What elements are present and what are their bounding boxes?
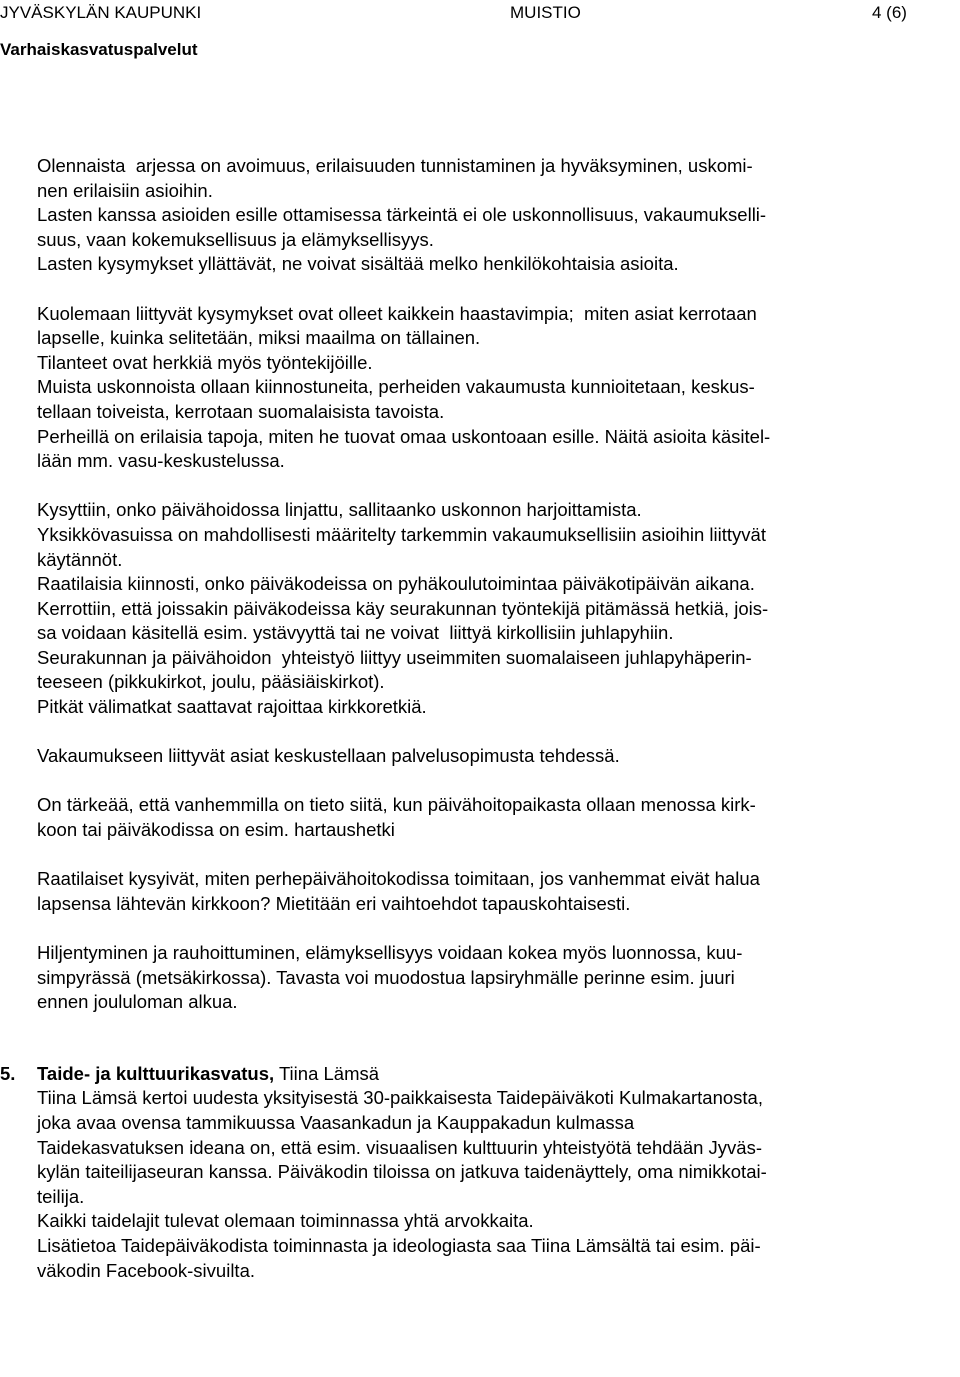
text-line: Kuolemaan liittyvät kysymykset ovat olleet kaikkein haastavimpia; miten asiat kerrotaan xyxy=(37,302,757,324)
paragraph xyxy=(37,793,957,842)
text-line: Olennaista arjessa on avoimuus, erilaisuuden tunnistaminen ja hyväksyminen, uskomi- xyxy=(37,155,753,176)
text-line: ennen joululoman alkua. xyxy=(37,991,238,1013)
text-line: Muista uskonnoista ollaan kiinnostuneita, perheiden vakaumusta kunnioitetaan, keskus- xyxy=(37,376,755,398)
text-line: Raatilaiset kysyivät, miten perhepäivähoitokodissa toimitaan, jos vanhemmat eivät halua xyxy=(37,868,760,890)
text-line: Raatilaisia kiinnosti, onko päiväkodeissa on pyhäkoulutoimintaa päiväkotipäivän aikana. xyxy=(37,573,755,595)
text-line: Tilanteet ovat herkkiä myös työntekijöille. xyxy=(37,351,373,373)
text-line: Taidekasvatuksen ideana on, että esim. visuaalisen kulttuurin yhteistyötä tehdään Jyväs- xyxy=(37,1136,762,1158)
section-taide xyxy=(0,1062,957,1283)
text-line: sa voidaan käsitellä esim. ystävyyttä tai ne voivat liittyä kirkollisiin juhlapyhiin. xyxy=(37,622,674,644)
text-line: teeseen (pikkukirkot, joulu, pääsiäiskirkot). xyxy=(37,671,385,693)
text-line: lapselle, kuinka selitetään, miksi maailma on tällainen. xyxy=(37,327,481,349)
text-line: Kysyttiin, onko päivähoidossa linjattu, sallitaanko uskonnon harjoittamista. xyxy=(37,499,642,521)
paragraph xyxy=(37,154,957,277)
paragraph xyxy=(37,867,957,916)
text-line: Kaikki taidelajit tulevat olemaan toiminnassa yhtä arvokkaita. xyxy=(37,1210,534,1232)
text-line: väkodin Facebook-sivuilta. xyxy=(37,1259,255,1281)
text-line: Yksikkövasuissa on mahdollisesti määritelty tarkemmin vakaumuksellisiin asioihin liittyvät xyxy=(37,523,766,545)
text-line: Perheillä on erilaisia tapoja, miten he tuovat omaa uskontoaan esille. Näitä asioita käsitel- xyxy=(37,425,771,447)
text-line: Pitkät välimatkat saattavat rajoittaa kirkkoretkiä. xyxy=(37,696,427,718)
organization-name: JYVÄSKYLÄN KAUPUNKI xyxy=(0,3,202,22)
text-line: On tärkeää, että vanhemmilla on tieto siitä, kun päivähoitopaikasta ollaan menossa kirk- xyxy=(37,794,756,816)
text-line: suus, vaan kokemuksellisuus ja elämyksellisyys. xyxy=(37,228,434,250)
paragraph xyxy=(37,302,957,474)
text-line: Kerrottiin, että joissakin päiväkodeissa käy seurakunnan työntekijä pitämässä hetkiä, jois- xyxy=(37,597,769,619)
page-number: 4 (6) xyxy=(872,3,907,22)
section-number: 5. xyxy=(0,1062,16,1084)
text-line: Vakaumukseen liittyvät asiat keskustellaan palvelusopimusta tehdessä. xyxy=(37,745,620,767)
text-line: Lasten kysymykset yllättävät, ne voivat sisältää melko henkilökohtaisia asioita. xyxy=(37,253,679,275)
text-line: simpyrässä (metsäkirkossa). Tavasta voi muodostua lapsiryhmälle perinne esim. juuri xyxy=(37,966,735,988)
text-line: kylän taiteilijaseuran kanssa. Päiväkodin tiloissa on jatkuva taidenäyttely, oma nimikkotai- xyxy=(37,1161,767,1183)
text-line: nen erilaisiin asioihin. xyxy=(37,179,213,201)
text-line: teilija. xyxy=(37,1185,85,1207)
paragraph xyxy=(37,498,957,719)
document-type: MUISTIO xyxy=(510,3,581,22)
section-title: Taide- ja kulttuurikasvatus, xyxy=(37,1062,275,1084)
text-line: Lisätietoa Taidepäiväkodista toiminnasta ja ideologiasta saa Tiina Lämsältä tai esim. päi- xyxy=(37,1234,761,1256)
text-line: tellaan toiveista, kerrotaan suomalaisista tavoista. xyxy=(37,400,445,422)
text-line: Lasten kanssa asioiden esille ottamisessa tärkeintä ei ole uskonnollisuus, vakaumukselli- xyxy=(37,204,767,226)
department-name: Varhaiskasvatuspalvelut xyxy=(0,40,198,59)
text-line: Hiljentyminen ja rauhoittuminen, elämyksellisyys voidaan kokea myös luonnossa, kuu- xyxy=(37,942,743,963)
text-line: Tiina Lämsä kertoi uudesta yksityisestä 30-paikkaisesta Taidepäiväkoti Kulmakartanosta, xyxy=(37,1087,763,1109)
text-line: käytännöt. xyxy=(37,548,123,570)
paragraph xyxy=(37,941,957,1015)
paragraph xyxy=(37,744,957,769)
section-presenter: Tiina Lämsä xyxy=(274,1062,380,1084)
memo-body xyxy=(0,154,957,1283)
text-line: lään mm. vasu-keskustelussa. xyxy=(37,450,285,472)
text-line: joka avaa ovensa tammikuussa Vaasankadun ja Kauppakadun kulmassa xyxy=(37,1111,635,1133)
section-heading xyxy=(0,1062,957,1087)
text-line: Seurakunnan ja päivähoidon yhteistyö liittyy useimmiten suomalaiseen juhlapyhäperin- xyxy=(37,646,752,668)
text-line: koon tai päiväkodissa on esim. hartaushetki xyxy=(37,819,395,841)
text-line: lapsensa lähtevän kirkkoon? Mietitään eri vaihtoehdot tapauskohtaisesti. xyxy=(37,892,631,914)
